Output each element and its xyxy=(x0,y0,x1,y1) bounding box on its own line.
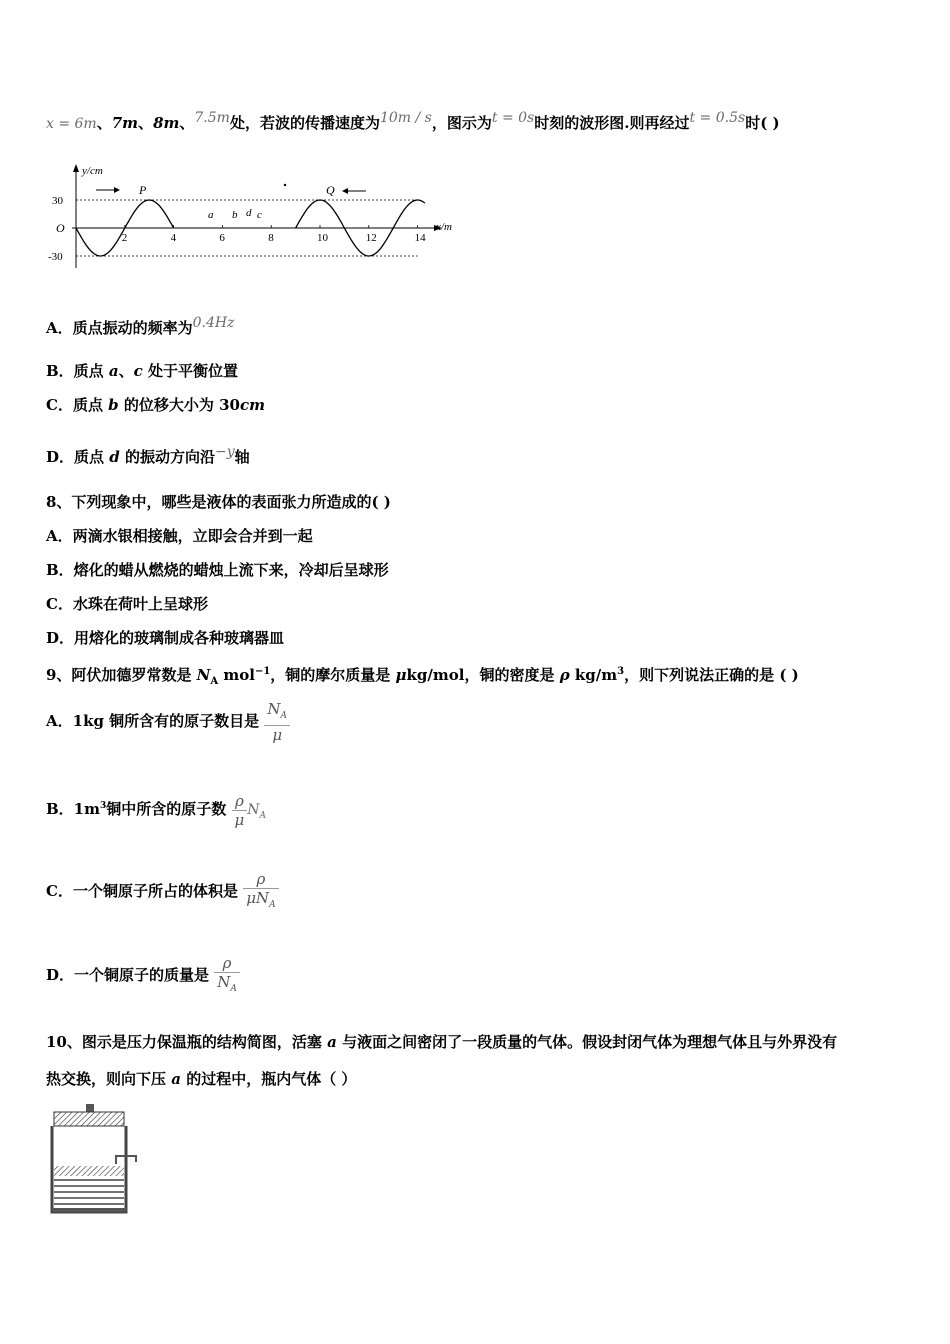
formula-75m: 7.5𝑚 xyxy=(194,110,230,126)
q9-d-den: N xyxy=(217,973,231,991)
q7-option-a xyxy=(46,313,235,338)
q8-option-c: C．水珠在荷叶上呈球形 xyxy=(46,595,208,613)
q7-b-t1: B．质点 xyxy=(46,362,109,380)
q7-b-t3: 处于平衡位置 xyxy=(142,362,239,380)
q8-stem: 8、下列现象中，哪些是液体的表面张力所造成的( ) xyxy=(46,493,391,511)
q7-b-t2: 、 xyxy=(118,362,134,380)
q9-option-c xyxy=(46,870,279,914)
x-tick-label-12: 12 xyxy=(365,232,377,244)
q7-d-t3: 轴 xyxy=(234,448,250,466)
q9-a-text: A．1kg 铜所含有的原子数目是 xyxy=(46,712,260,730)
fraction-rho-na xyxy=(214,954,240,998)
q9-t6: ，则下列说法正确的是 ( ) xyxy=(624,666,799,684)
thermos-diagram xyxy=(46,1104,146,1216)
q9-c-densub: A xyxy=(269,900,276,910)
q9-c-num: ρ xyxy=(256,870,266,888)
q7-8m: 8m xyxy=(153,114,180,132)
q9-t2: mol xyxy=(218,666,255,684)
q8-option-b: B．熔化的蜡从燃烧的蜡烛上流下来，冷却后呈球形 xyxy=(46,561,389,579)
label-b: b xyxy=(232,209,238,221)
q9-mu: μ xyxy=(395,666,407,684)
q9-option-a xyxy=(46,700,290,744)
q10-a: a xyxy=(327,1033,337,1051)
q10-a2: a xyxy=(171,1070,181,1088)
y-tick-label-30: 30 xyxy=(52,195,63,207)
q7-text-5: ，图示为 xyxy=(431,114,492,132)
x-tick-label-8: 8 xyxy=(268,232,274,244)
q9-t3: ，铜的摩尔质量是 xyxy=(270,666,396,684)
q7-d-t1: D．质点 xyxy=(46,448,110,466)
y-tick-label--30: -30 xyxy=(48,251,63,263)
q9-t4: kg/mol，铜的密度是 xyxy=(406,666,560,684)
arrow-left xyxy=(342,188,366,194)
q9-a-numsub: A xyxy=(280,711,288,721)
x-tick-label-14: 14 xyxy=(414,232,426,244)
label-d: d xyxy=(246,207,252,219)
q7-option-c xyxy=(46,395,265,415)
q9-sup1: −1 xyxy=(254,666,271,677)
q7-text-4: 处，若波的传播速度为 xyxy=(229,114,380,132)
fraction-rho-mu-na xyxy=(243,870,278,914)
q9-d-text: D．一个铜原子的质量是 xyxy=(46,966,210,984)
formula-t05: 𝑡 = 0.5𝑠 xyxy=(689,110,746,126)
q9-b-tail-sub: A xyxy=(259,810,267,821)
q7-c-unit: cm xyxy=(240,396,266,414)
label-P: P xyxy=(139,183,147,197)
q9-rho: ρ xyxy=(559,666,570,684)
label-Q: Q xyxy=(326,183,335,197)
q10-stem-line2 xyxy=(46,1069,356,1089)
q7-b-a: a xyxy=(108,362,119,380)
label-a: a xyxy=(208,209,214,221)
bottle-base xyxy=(52,1208,126,1212)
wave-chart xyxy=(44,158,464,270)
q7-d-d: d xyxy=(109,448,120,466)
q8-option-a: A．两滴水银相接触，立即会合并到一起 xyxy=(46,527,313,545)
fraction-na-mu xyxy=(264,700,290,744)
q7-b-c: c xyxy=(133,362,143,380)
q7-text-2: 、 xyxy=(138,114,154,132)
formula-freq: 0.4𝐻𝑧 xyxy=(192,315,235,331)
q9-sup3: 3 xyxy=(617,666,625,677)
q7-text-7: 时( ) xyxy=(745,114,780,132)
label-origin: O xyxy=(56,221,65,235)
q9-na: N xyxy=(196,666,211,684)
label-c: c xyxy=(257,209,262,221)
q10-stem-line1 xyxy=(46,1032,837,1052)
q9-b-den: μ xyxy=(232,810,248,829)
q7-option-b xyxy=(46,361,238,381)
q7-text-6: 时刻的波形图.则再经过 xyxy=(534,114,690,132)
q9-a-den: μ xyxy=(264,725,290,744)
q7-c-t2: 的位移大小为 30 xyxy=(118,396,240,414)
q9-b-tail-n: N xyxy=(247,802,260,818)
q9-b-t1: B．1m xyxy=(46,800,100,818)
q7-c-b: b xyxy=(108,396,119,414)
q7-c-t1: C．质点 xyxy=(46,396,109,414)
x-tick-label-2: 2 xyxy=(121,232,128,244)
q9-b-num: ρ xyxy=(234,791,244,810)
q7-a-text: A．质点振动的频率为 xyxy=(46,319,193,337)
q7-text-1: 、 xyxy=(96,114,112,132)
liquid-surface xyxy=(54,1166,124,1176)
q9-d-densub: A xyxy=(230,984,237,994)
q7-stem xyxy=(46,108,780,134)
q10-t1: 10、图示是压力保温瓶的结构简图，活塞 xyxy=(46,1033,328,1051)
q9-t5: kg/m xyxy=(569,666,618,684)
piston-a xyxy=(54,1112,124,1126)
q9-option-b xyxy=(46,786,266,836)
liquid xyxy=(54,1180,124,1204)
q7-text-3: 、 xyxy=(179,114,195,132)
y-axis-arrow xyxy=(73,164,79,172)
q9-b-tail xyxy=(247,802,267,821)
q9-stem xyxy=(46,662,799,692)
fraction-rho-mu xyxy=(232,792,248,829)
q9-na-sub: A xyxy=(210,676,219,687)
q8-option-d: D．用熔化的玻璃制成各种玻璃器皿 xyxy=(46,629,285,647)
formula-neg-y: −𝑦 xyxy=(214,444,235,460)
arrow-right xyxy=(96,187,120,193)
x-tick-label-6: 6 xyxy=(219,232,225,244)
q9-t1: 9、阿伏加德罗常数是 xyxy=(46,666,197,684)
formula-speed: 10𝑚 / 𝑠 xyxy=(379,110,432,126)
x-tick-label-10: 10 xyxy=(317,232,328,244)
x-axis-label: x/m xyxy=(436,221,452,233)
q7-option-d xyxy=(46,442,250,467)
q7-7m: 7m xyxy=(111,114,139,132)
q9-b-t2: 铜中所含的原子数 xyxy=(106,800,227,818)
q9-option-d xyxy=(46,954,240,998)
q10-t2: 与液面之间密闭了一段质量的气体。假设封闭气体为理想气体且与外界没有 xyxy=(336,1033,838,1051)
formula-t0: 𝑡 = 0𝑠 xyxy=(491,110,535,126)
q9-b-sup: 3 xyxy=(100,801,107,811)
q7-d-t2: 的振动方向沿 xyxy=(119,448,215,466)
formula-x6: 𝑥 = 6𝑚 xyxy=(46,116,97,132)
q9-c-text: C．一个铜原子所占的体积是 xyxy=(46,882,238,900)
q9-a-num: N xyxy=(267,700,281,718)
q9-d-num: ρ xyxy=(222,954,232,972)
q9-c-den: μN xyxy=(246,889,270,907)
y-axis-label: y/cm xyxy=(82,165,103,177)
q10-t4: 的过程中，瓶内气体（ ） xyxy=(180,1070,357,1088)
press-knob xyxy=(86,1104,94,1112)
dot-mark xyxy=(284,184,286,186)
q10-t3: 热交换，则向下压 xyxy=(46,1070,172,1088)
x-tick-label-4: 4 xyxy=(170,232,177,244)
